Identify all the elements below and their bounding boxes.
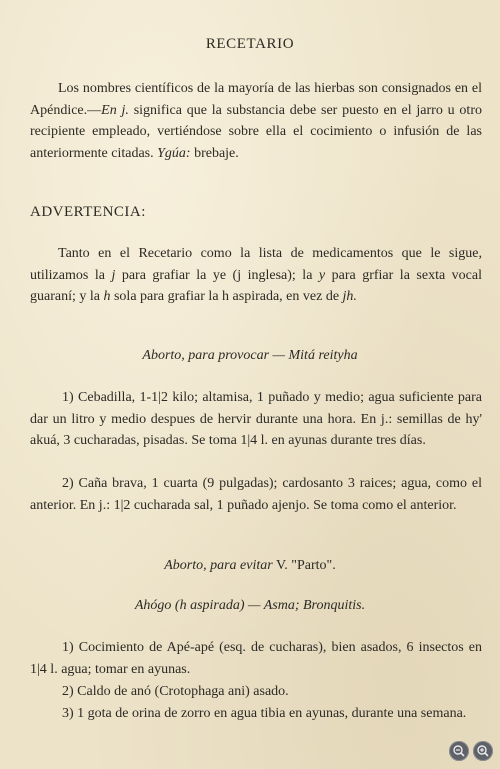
section3-item-1: 1) Cocimiento de Apé-apé (esq. de cucharas), bien asados, 6 insectos en 1|4 l. agua; tomar en ayunas.	[30, 640, 482, 677]
adv-em-4: jh.	[342, 289, 357, 304]
advertencia-paragraph	[30, 243, 482, 308]
section2-heading-rest: V. "Parto".	[272, 558, 336, 573]
adv-text-3: para grfiar la sexta vocal guaraní; y la	[30, 267, 482, 304]
list-item	[30, 473, 482, 516]
adv-text-1: Tanto en el Recetario como la lista de medicamentos que le sigue, utilizamos la	[30, 246, 482, 283]
zoom-out-icon	[449, 741, 469, 761]
zoom-in-button[interactable]	[473, 741, 493, 761]
zoom-out-button[interactable]	[449, 741, 469, 761]
section-heading-ahogo: Ahógo (h aspirada) — Asma; Bronquitis.	[134, 598, 366, 613]
zoom-in-icon	[473, 741, 493, 761]
section3-item-3: 3) 1 gota de orina de zorro en agua tibia en ayunas, durante una semana.	[62, 706, 467, 721]
adv-em-1: j	[111, 267, 116, 283]
intro-paragraph	[30, 78, 482, 164]
list-item	[30, 637, 482, 680]
section-heading-aborto-evitar	[0, 558, 500, 574]
adv-text-4: sola para grafiar la h aspirada, en vez de	[110, 289, 343, 304]
section1-item-1: 1) Cebadilla, 1-1|2 kilo; altamisa, 1 puñado y medio; agua suficiente para dar un litro y medio despues de hervir durante una hora. En j.: semillas de hy' akuá, 3 cucharadas, pisadas. Se toma 1|4 l. en ayunas durante tres días.	[30, 390, 482, 448]
list-item	[30, 703, 482, 725]
adv-em-3: h	[103, 289, 111, 304]
intro-text-2: significa que la substancia debe ser puesto en el jarro u otro recipiente empleado, vertiéndose sobre ella el cocimiento o infusión de las anteriormente citadas.	[30, 102, 482, 161]
section1-item-2: 2) Caña brava, 1 cuarta (9 pulgadas); cardosanto 3 raices; agua, como el anterior. En j.: 1|2 cucharada sal, 1 puñado ajenjo. Se toma como el anterior.	[30, 476, 482, 513]
intro-text-3: brebaje.	[190, 145, 239, 161]
section-heading-aborto-provocar: Aborto, para provocar — Mitá reityha	[142, 348, 358, 363]
advertencia-heading: ADVERTENCIA:	[30, 204, 146, 220]
intro-em-1: En j.	[101, 102, 129, 118]
intro-em-2: Ygúa:	[157, 145, 191, 161]
section2-heading-em: Aborto, para evitar	[164, 558, 273, 573]
section3-item-2: 2) Caldo de anó (Crotophaga ani) asado.	[62, 684, 289, 699]
list-item	[30, 681, 482, 703]
list-item	[30, 387, 482, 452]
page-title: RECETARIO	[205, 36, 295, 52]
adv-text-2: para grafiar la ye (j inglesa); la	[115, 267, 319, 283]
intro-text-1: Los nombres científicos de la mayoría de las hierbas son consignados en el Apéndice.—	[30, 81, 482, 118]
adv-em-2: y	[318, 267, 326, 283]
